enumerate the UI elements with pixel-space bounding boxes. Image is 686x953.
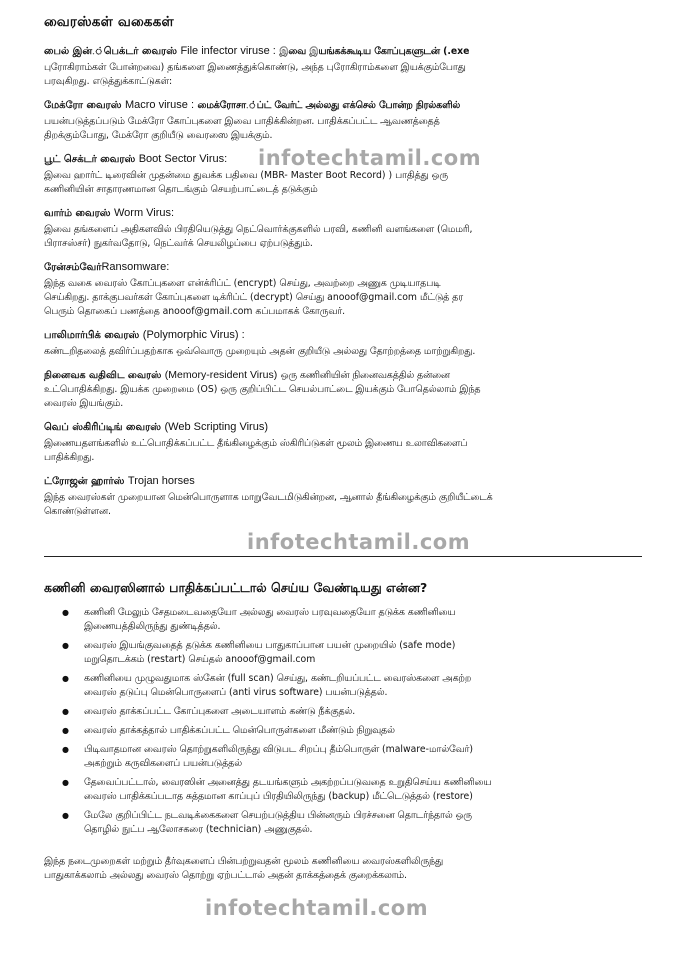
section-text-line: ஒரு கணினியின் நினைவகத்தில் தன்னை	[280, 370, 450, 381]
section-divider	[44, 556, 642, 557]
section-text-line: இணையதளங்களில் உட்பொதிக்கப்பட்ட தீங்கிழைக்கும் ஸ்கிரிப்டுகள் மூலம் இணைய உலாவிகளைப்	[44, 438, 468, 449]
list-item: ● கணினி மேலும் சேதமடைவதையோ அல்லது வைரஸ் பரவுவதையோ தடுக்க கணினியை இணையத்திலிருந்து துண்டித்தல்.	[62, 606, 652, 634]
section-text-line: திறக்கும்போது, மேக்ரோ குறியீடு வைரஸை இயக்கும்.	[44, 130, 273, 141]
section-heading-ta: பாலிமார்பிக் வைரஸ்	[44, 330, 140, 341]
section-text-line: புரோகிராம்கள் போன்றவை) தங்களை இணைத்துக்கொண்டு, அந்த புரோகிராம்களை இயக்கும்போது	[44, 62, 466, 73]
section-ransomware	[44, 260, 644, 319]
section-heading-en: (Web Scripting Virus)	[164, 421, 269, 433]
section-text-line: கணினியின் சாதாரணமான தொடங்கும் செயற்பாட்டைத் தடுக்கும்	[44, 184, 318, 195]
list-item: ● கணினியை முழுவதுமாக ஸ்கேன் (full scan) செய்து, கண்டறியப்பட்ட வைரஸ்களை அகற்ற வைரஸ் தடுப்பு மென்பொருளைப் (anti virus software) பயன்படுத்தல்.	[62, 672, 652, 700]
section-text-line: உட்பொதிக்கிறது. இயக்க முறைமை (OS) ஒரு குறிப்பிட்ட செயல்பாட்டை இயக்கும் போதெல்லாம் இந்த	[44, 384, 481, 395]
section-text-line: இவை இயங்கக்கூடிய கோப்புகளுடன் (.exe	[279, 46, 470, 57]
section-heading-en: Macro viruse :	[124, 99, 195, 111]
list-item: ● வைரஸ் தாக்கப்பட்ட கோப்புகளை அடையாளம் கண்டு நீக்குதல்.	[62, 705, 652, 719]
section-heading-ta: நினைவக வதிவிட வைரஸ்	[44, 370, 162, 381]
watermark: infotechtamil.com	[247, 530, 471, 554]
section-text-line: மைக்ரோசா.்ப்ட் வேர்ட் அல்லது எக்செல் போன்ற நிரல்களில்	[197, 100, 461, 111]
section-heading-en: (Polymorphic Virus) :	[142, 329, 245, 341]
section-text-line: செய்கிறது. தாக்குபவர்கள் கோப்புகளை டிக்ரிப்ட் (decrypt) செய்து anooof@gmail.com மீட்டுத் தர	[44, 292, 464, 303]
section-text-line: பெரும் தொகைப் பணத்தை anooof@gmail.com கப்பமாகக் கோருவர்.	[44, 306, 346, 317]
section-heading-ta: ரேன்சம்வேர்	[44, 262, 102, 273]
section-text-line: பிராசஸ்சர்) நுகர்வதோடு, நெட்வர்க் செயலிழப்பை ஏற்படுத்தும்.	[44, 238, 313, 249]
section-heading-ta: ட்ரோஜன் ஹார்ஸ்	[44, 476, 125, 487]
section-heading-en: Worm Virus:	[113, 207, 175, 219]
section-text-line: பரவுகிறது. எடுத்துக்காட்டுகள்:	[44, 76, 173, 87]
list-item: ● மேலே குறிப்பிட்ட நடவடிக்கைகளை செயற்படுத்திய பின்னரும் பிரச்சனை தொடர்ந்தால் ஒரு தொழில் நுட்ப ஆலோசகரை (technician) அணுகுதல்.	[62, 809, 652, 837]
closing-paragraph: இந்த நடைமுறைகள் மற்றும் தீர்வுகளைப் பின்பற்றுவதன் மூலம் கணினியை வைரஸ்களிலிருந்து பாதுகாக்கலாம் அல்லது வைரஸ் தொற்று ஏற்பட்டால் அதன் தாக்கத்தைக் குறைக்கலாம்.	[44, 856, 444, 881]
watermark: infotechtamil.com	[205, 896, 429, 920]
section-text-line: கண்டறிதலைத் தவிர்ப்பதற்காக ஒவ்வொரு முறையும் அதன் குறியீடு அல்லது தோற்றத்தை மாற்றுகிறது.	[44, 346, 476, 357]
list-item: ● தேவைப்பட்டால், வைரஸின் அனைத்து தடயங்களும் அகற்றப்படுவதை உறுதிசெய்ய கணினியை வைரஸ் பாதிக்கப்படாத சுத்தமான காப்புப் பிரதியிலிருந்து (backup) மீட்டெடுத்தல் (restore)	[62, 776, 652, 804]
virus-types-section	[44, 14, 644, 528]
section-heading-en: File infector viruse :	[180, 45, 276, 57]
section-heading-en: Boot Sector Virus:	[138, 153, 228, 165]
section-heading-ta: மேக்ரோ வைரஸ்	[44, 100, 122, 111]
section-text-line: இவை ஹார்ட் டிரைவின் முதன்மை துவக்க பதிவை (MBR- Master Boot Record) ) பாதித்து ஒரு	[44, 170, 448, 181]
section-heading-ta: வெப் ஸ்கிரிப்டிங் வைரஸ்	[44, 422, 161, 433]
section-heading-ta: பூட் செக்டர் வைரஸ்	[44, 154, 136, 165]
page-title: வைரஸ்கள் வகைகள்	[44, 14, 174, 30]
section-heading-ta: பைல் இன்.்பெக்டர் வைரஸ்	[44, 46, 177, 57]
list-item: ● வைரஸ் தாக்கத்தால் பாதிக்கப்பட்ட மென்பொருள்களை மீண்டும் நிறுவுதல்	[62, 724, 652, 738]
section-heading-en: Trojan horses	[127, 475, 195, 487]
section-text-line: இந்த வைரஸ்கள் முறையான மென்பொருளாக மாறுவேடமிடுகின்றன, ஆனால் தீங்கிழைக்கும் குறியீட்டைக்	[44, 492, 493, 503]
section-heading-ta: வார்ம் வைரஸ்	[44, 208, 111, 219]
section-macro	[44, 98, 644, 143]
question-heading: கணினி வைரஸினால் பாதிக்கப்பட்டால் செய்ய வேண்டியது என்ன?	[44, 580, 428, 595]
section-text-line: பயன்படுத்தப்படும் மேக்ரோ கோப்புகளை இவை பாதிக்கின்றன. பாதிக்கப்பட்ட ஆவணத்தைத்	[44, 116, 440, 127]
section-polymorphic	[44, 328, 644, 359]
steps-list	[62, 606, 652, 842]
list-item: ● பிடிவாதமான வைரஸ் தொற்றுகளிலிருந்து விடுபட சிறப்பு தீம்பொருள் (malware-மால்வேர்) அகற்றும் கருவிகளைப் பயன்படுத்தல்	[62, 743, 652, 771]
section-heading-en: (Memory-resident Virus)	[164, 369, 278, 381]
section-text-line: பாதிக்கிறது.	[44, 452, 95, 463]
section-trojan	[44, 474, 644, 519]
section-web-scripting	[44, 420, 644, 465]
section-text-line: கொண்டுள்ளன.	[44, 506, 111, 517]
section-worm	[44, 206, 644, 251]
list-item: ● வைரஸ் இயங்குவதைத் தடுக்க கணினியை பாதுகாப்பான பயன் முறையில் (safe mode) மறுதொடக்கம் (restart) செய்தல் anooof@gmail.com	[62, 639, 652, 667]
section-memory-resident	[44, 368, 644, 411]
section-heading-en: Ransomware:	[101, 261, 170, 273]
section-text-line: இந்த வகை வைரஸ் கோப்புகளை என்க்ரிப்ட் (encrypt) செய்து, அவற்றை அணுக முடியாதபடி	[44, 278, 441, 289]
section-text-line: வைரஸ் இயங்கும்.	[44, 398, 124, 409]
section-text-line: இவை தங்களைப் அதிகளவில் பிரதியெடுத்து நெட்வொர்க்குகளில் பரவி, கணினி வளங்களை (மெமரி,	[44, 224, 473, 235]
watermark: infotechtamil.com	[258, 146, 482, 170]
section-file-infector	[44, 44, 644, 89]
